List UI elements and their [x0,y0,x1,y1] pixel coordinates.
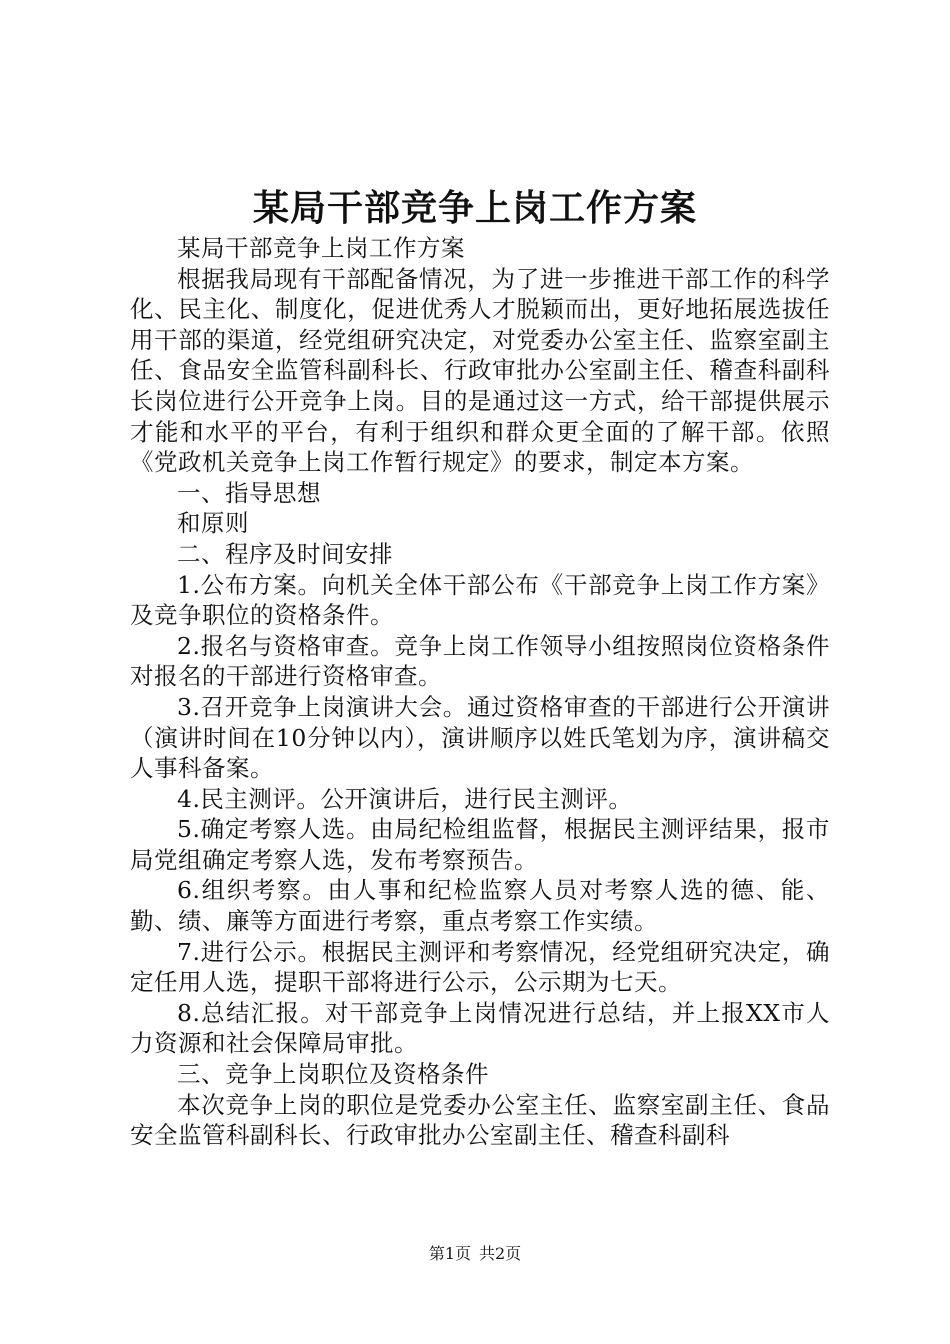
step-4: 4.民主测评。公开演讲后，进行民主测评。 [177,784,633,813]
step-8: 8.总结汇报。对干部竞争上岗情况进行总结，并上报XX市人力资源和社会保障局审批。 [130,998,830,1058]
step-1: 1.公布方案。向机关全体干部公布《干部竞争上岗工作方案》及竞争职位的资格条件。 [130,570,830,630]
step-6: 6.组织考察。由人事和纪检监察人员对考察人选的德、能、勤、绩、廉等方面进行考察，重点考察工作实绩。 [130,876,830,936]
page-number: 第1页 [428,1244,471,1263]
page-footer [0,1243,950,1265]
section-heading-1-continued: 和原则 [177,509,249,538]
step-3: 3.召开竞争上岗演讲大会。通过资格审查的干部进行公开演讲（演讲时间在10分钟以内），演讲顺序以姓氏笔划为序，演讲稿交人事科备案。 [130,692,830,783]
section-heading-1: 一、指导思想 [177,478,321,507]
step-2: 2.报名与资格审查。竞争上岗工作领导小组按照岗位资格条件对报名的干部进行资格审查。 [130,631,830,691]
document-body [130,233,830,1151]
paragraph-intro: 根据我局现有干部配备情况，为了进一步推进干部工作的科学化、民主化、制度化，促进优秀人才脱颖而出，更好地拓展选拔任用干部的渠道，经党组研究决定，对党委办公室主任、监察室副主任、食品安全监管科副科长、行政审批办公室副主任、稽查科副科长岗位进行公开竞争上岗。目的是通过这一方式，给干部提供展示才能和水平的平台，有利于组织和群众更全面的了解干部。依照《党政机关竞争上岗工作暂行规定》的要求，制定本方案。 [130,264,830,477]
paragraph-heading-repeat: 某局干部竞争上岗工作方案 [177,234,465,262]
paragraph-positions: 本次竞争上岗的职位是党委办公室主任、监察室副主任、食品安全监管科副科长、行政审批办公室副主任、稽查科副科 [130,1090,830,1150]
section-heading-3: 三、竞争上岗职位及资格条件 [177,1060,489,1089]
step-7: 7.进行公示。根据民主测评和考察情况，经党组研究决定，确定任用人选，提职干部将进行公示，公示期为七天。 [130,937,830,997]
page-total: 共2页 [479,1244,522,1263]
document-title: 某局干部竞争上岗工作方案 [252,187,697,229]
section-heading-2: 二、程序及时间安排 [177,539,393,568]
step-5: 5.确定考察人选。由局纪检组监督，根据民主测评结果，报市局党组确定考察人选，发布考察预告。 [130,815,830,874]
